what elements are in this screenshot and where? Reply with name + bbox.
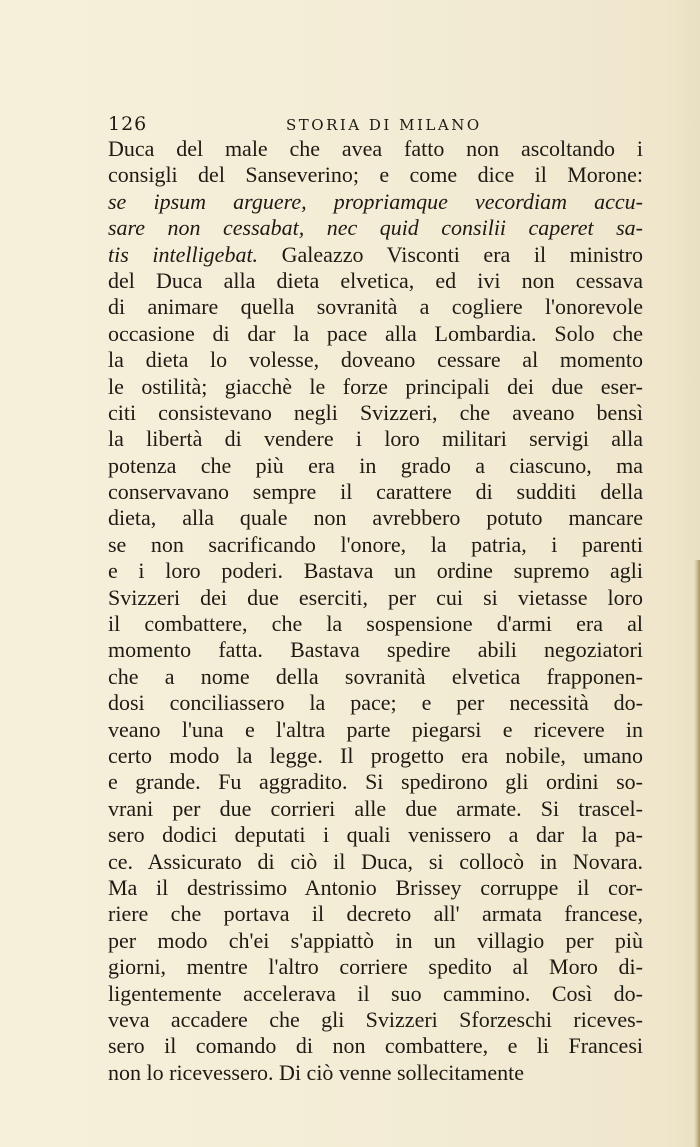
text-line: certo modo la legge. Il progetto era nobile, umano [108, 742, 643, 768]
text-line: vrani per due corrieri alle due armate. Si trascel- [108, 795, 643, 821]
text-line: giorni, mentre l'altro corriere spedito al Moro di- [108, 954, 643, 980]
text-line: riere che portava il decreto all' armata francese, [108, 901, 643, 927]
text-line: veano l'una e l'altra parte piegarsi e ricevere in [108, 716, 643, 742]
page-header [108, 113, 640, 135]
text-line: se non sacrificando l'onore, la patria, i parenti [108, 531, 643, 557]
page-edge [694, 560, 700, 1147]
text-line: la libertà di vendere i loro militari servigi alla [108, 426, 643, 452]
text-line: Svizzeri dei due eserciti, per cui si vietasse loro [108, 584, 643, 610]
body-text [108, 136, 643, 1086]
text-line: sero dodici deputati i quali venissero a dar la pa- [108, 822, 643, 848]
text-line: potenza che più era in grado a ciascuno, ma [108, 452, 643, 478]
text-line: per modo ch'ei s'appiattò in un villagio per più [108, 927, 643, 953]
running-title: STORIA DI MILANO [286, 116, 482, 134]
text-line: ligentemente accelerava il suo cammino. Così do- [108, 980, 643, 1006]
text-line: dieta, alla quale non avrebbero potuto mancare [108, 505, 643, 531]
text-line: dosi conciliassero la pace; e per necessità do- [108, 690, 643, 716]
text-line-latin-quote: se ipsum arguere, propriamque vecordiam accu- [108, 188, 643, 214]
text-line: che a nome della sovranità elvetica frapponen- [108, 663, 643, 689]
text-line: Ma il destrissimo Antonio Brissey corruppe il cor- [108, 874, 643, 900]
text-line: consigli del Sanseverino; e come dice il Morone: [108, 162, 643, 188]
text-line: sero il comando di non combattere, e li Francesi [108, 1033, 643, 1059]
page-number: 126 [108, 113, 148, 135]
text-line-mixed [108, 242, 643, 268]
text-line: Duca del male che avea fatto non ascoltando i [108, 136, 643, 161]
text-line-latin-quote: sare non cessabat, nec quid consilii caperet sa- [108, 215, 643, 241]
text-segment: Galeazzo Visconti era il ministro [281, 241, 643, 267]
text-line: momento fatta. Bastava spedire abili negoziatori [108, 637, 643, 663]
text-line: e i loro poderi. Bastava un ordine supremo agli [108, 558, 643, 584]
text-line: ce. Assicurato di ciò il Duca, si collocò in Novara. [108, 848, 643, 874]
text-line: il combattere, che la sospensione d'armi era al [108, 611, 643, 637]
text-line: del Duca alla dieta elvetica, ed ivi non cessava [108, 267, 643, 293]
text-line: conservavano sempre il carattere di sudditi della [108, 479, 643, 505]
text-line: la dieta lo volesse, doveano cessare al momento [108, 347, 643, 373]
text-line: e grande. Fu aggradito. Si spedirono gli ordini so- [108, 769, 643, 795]
text-line: di animare quella sovranità a cogliere l'onorevole [108, 294, 643, 320]
latin-quote-end: tis intelligebat. [108, 241, 259, 267]
text-line: le ostilità; giacchè le forze principali dei due eser- [108, 373, 643, 399]
text-line: citi consistevano negli Svizzeri, che aveano bensì [108, 399, 643, 425]
text-line: non lo ricevessero. Di ciò venne sollecitamente [108, 1059, 525, 1085]
text-line: veva accadere che gli Svizzeri Sforzeschi riceves- [108, 1006, 643, 1032]
text-line: occasione di dar la pace alla Lombardia. Solo che [108, 320, 643, 346]
